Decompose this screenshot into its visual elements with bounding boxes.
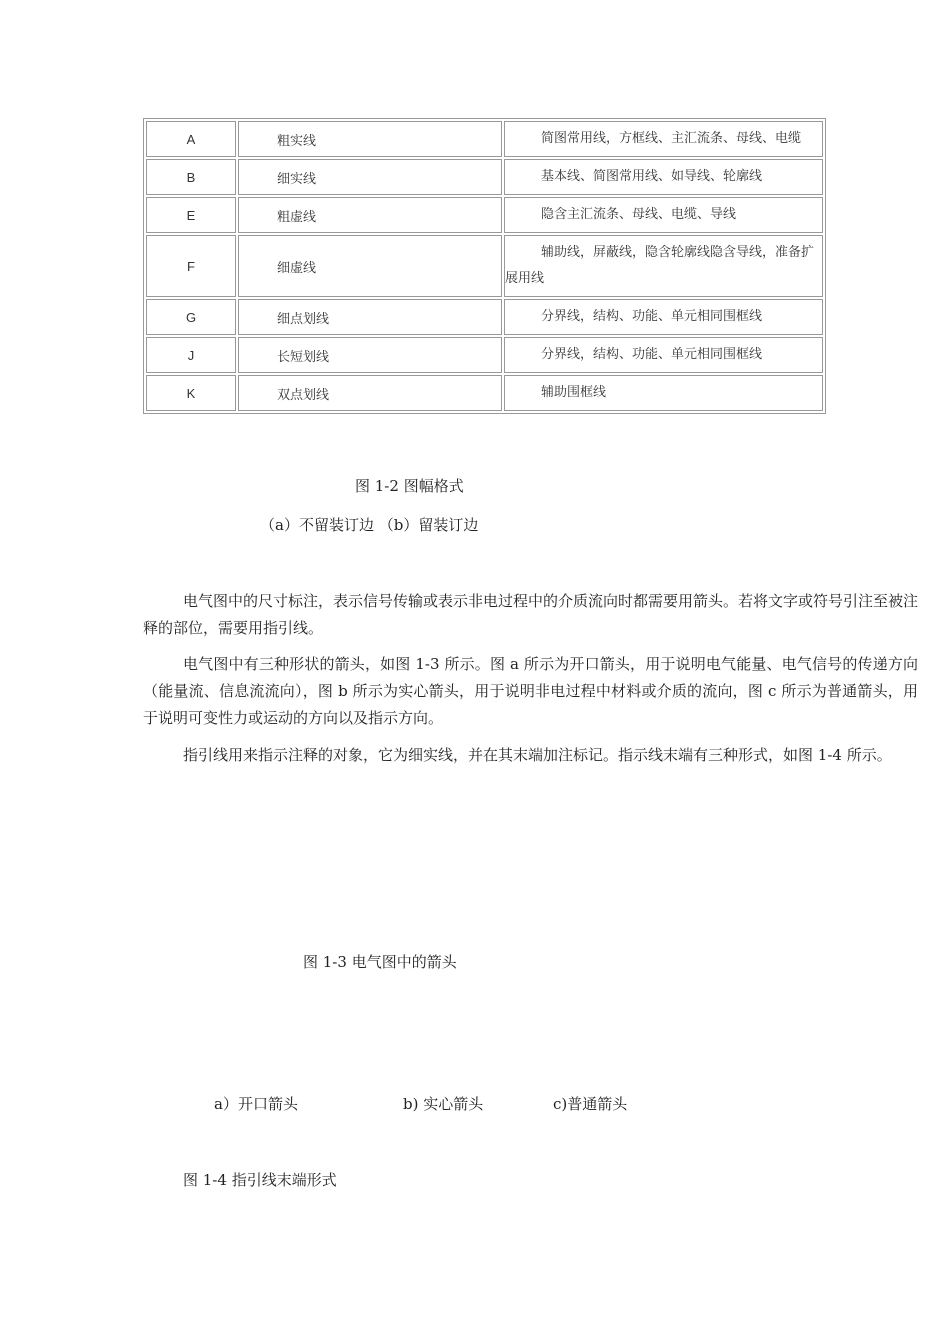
table-row [146, 197, 823, 233]
line-code-cell: F [146, 235, 236, 297]
line-usage-cell: 分界线，结构、功能、单元相同围框线 [504, 299, 823, 335]
figure-1-3-label-b: b) 实心箭头 [403, 1095, 484, 1113]
figure-1-3-label-c: c)普通箭头 [553, 1095, 628, 1113]
line-code-cell: K [146, 375, 236, 411]
line-usage-cell: 隐含主汇流条、母线、电缆、导线 [504, 197, 823, 233]
table-row [146, 337, 823, 373]
table-row [146, 159, 823, 195]
line-name-cell: 细实线 [238, 159, 502, 195]
line-code-cell: J [146, 337, 236, 373]
line-usage-cell: 基本线、简图常用线、如导线、轮廓线 [504, 159, 823, 195]
line-usage-cell: 辅助线，屏蔽线，隐含轮廓线隐含导线，准备扩展用线 [504, 235, 823, 297]
figure-1-3-caption: 图 1-3 电气图中的箭头 [303, 953, 457, 971]
figure-1-3-label-a: a）开口箭头 [214, 1095, 298, 1113]
line-name-cell: 粗实线 [238, 121, 502, 157]
line-type-table [143, 118, 826, 414]
paragraph-leader-lines: 指引线用来指示注释的对象，它为细实线，并在其末端加注标记。指示线末端有三种形式，如图 1-4 所示。 [183, 746, 892, 764]
figure-1-4-caption: 图 1-4 指引线末端形式 [183, 1171, 337, 1189]
paragraph-arrow-types: 电气图中有三种形状的箭头，如图 1-3 所示。图 a 所示为开口箭头，用于说明电气能量、电气信号的传递方向（能量流、信息流流向），图 b 所示为实心箭头，用于说明非电过程中材料或介质的流向，图 c 所示为普通箭头，用于说明可变性力或运动的方向以及指示方向。 [143, 655, 918, 727]
line-usage-cell: 分界线，结构、功能、单元相同围框线 [504, 337, 823, 373]
table-row [146, 375, 823, 411]
line-name-cell: 细点划线 [238, 299, 502, 335]
line-code-cell: G [146, 299, 236, 335]
line-name-cell: 双点划线 [238, 375, 502, 411]
figure-1-2-subcaption: （a）不留装订边 （b）留装订边 [260, 516, 479, 534]
line-code-cell: B [146, 159, 236, 195]
line-usage-cell: 辅助围框线 [504, 375, 823, 411]
line-code-cell: A [146, 121, 236, 157]
paragraph-arrows-intro: 电气图中的尺寸标注，表示信号传输或表示非电过程中的介质流向时都需要用箭头。若将文字或符号引注至被注释的部位，需要用指引线。 [143, 592, 919, 637]
line-usage-cell: 简图常用线，方框线、主汇流条、母线、电缆 [504, 121, 823, 157]
line-code-cell: E [146, 197, 236, 233]
line-name-cell: 细虚线 [238, 235, 502, 297]
line-name-cell: 长短划线 [238, 337, 502, 373]
table-row [146, 235, 823, 297]
table-row [146, 299, 823, 335]
line-name-cell: 粗虚线 [238, 197, 502, 233]
table-row [146, 121, 823, 157]
figure-1-2-caption: 图 1-2 图幅格式 [355, 477, 464, 495]
